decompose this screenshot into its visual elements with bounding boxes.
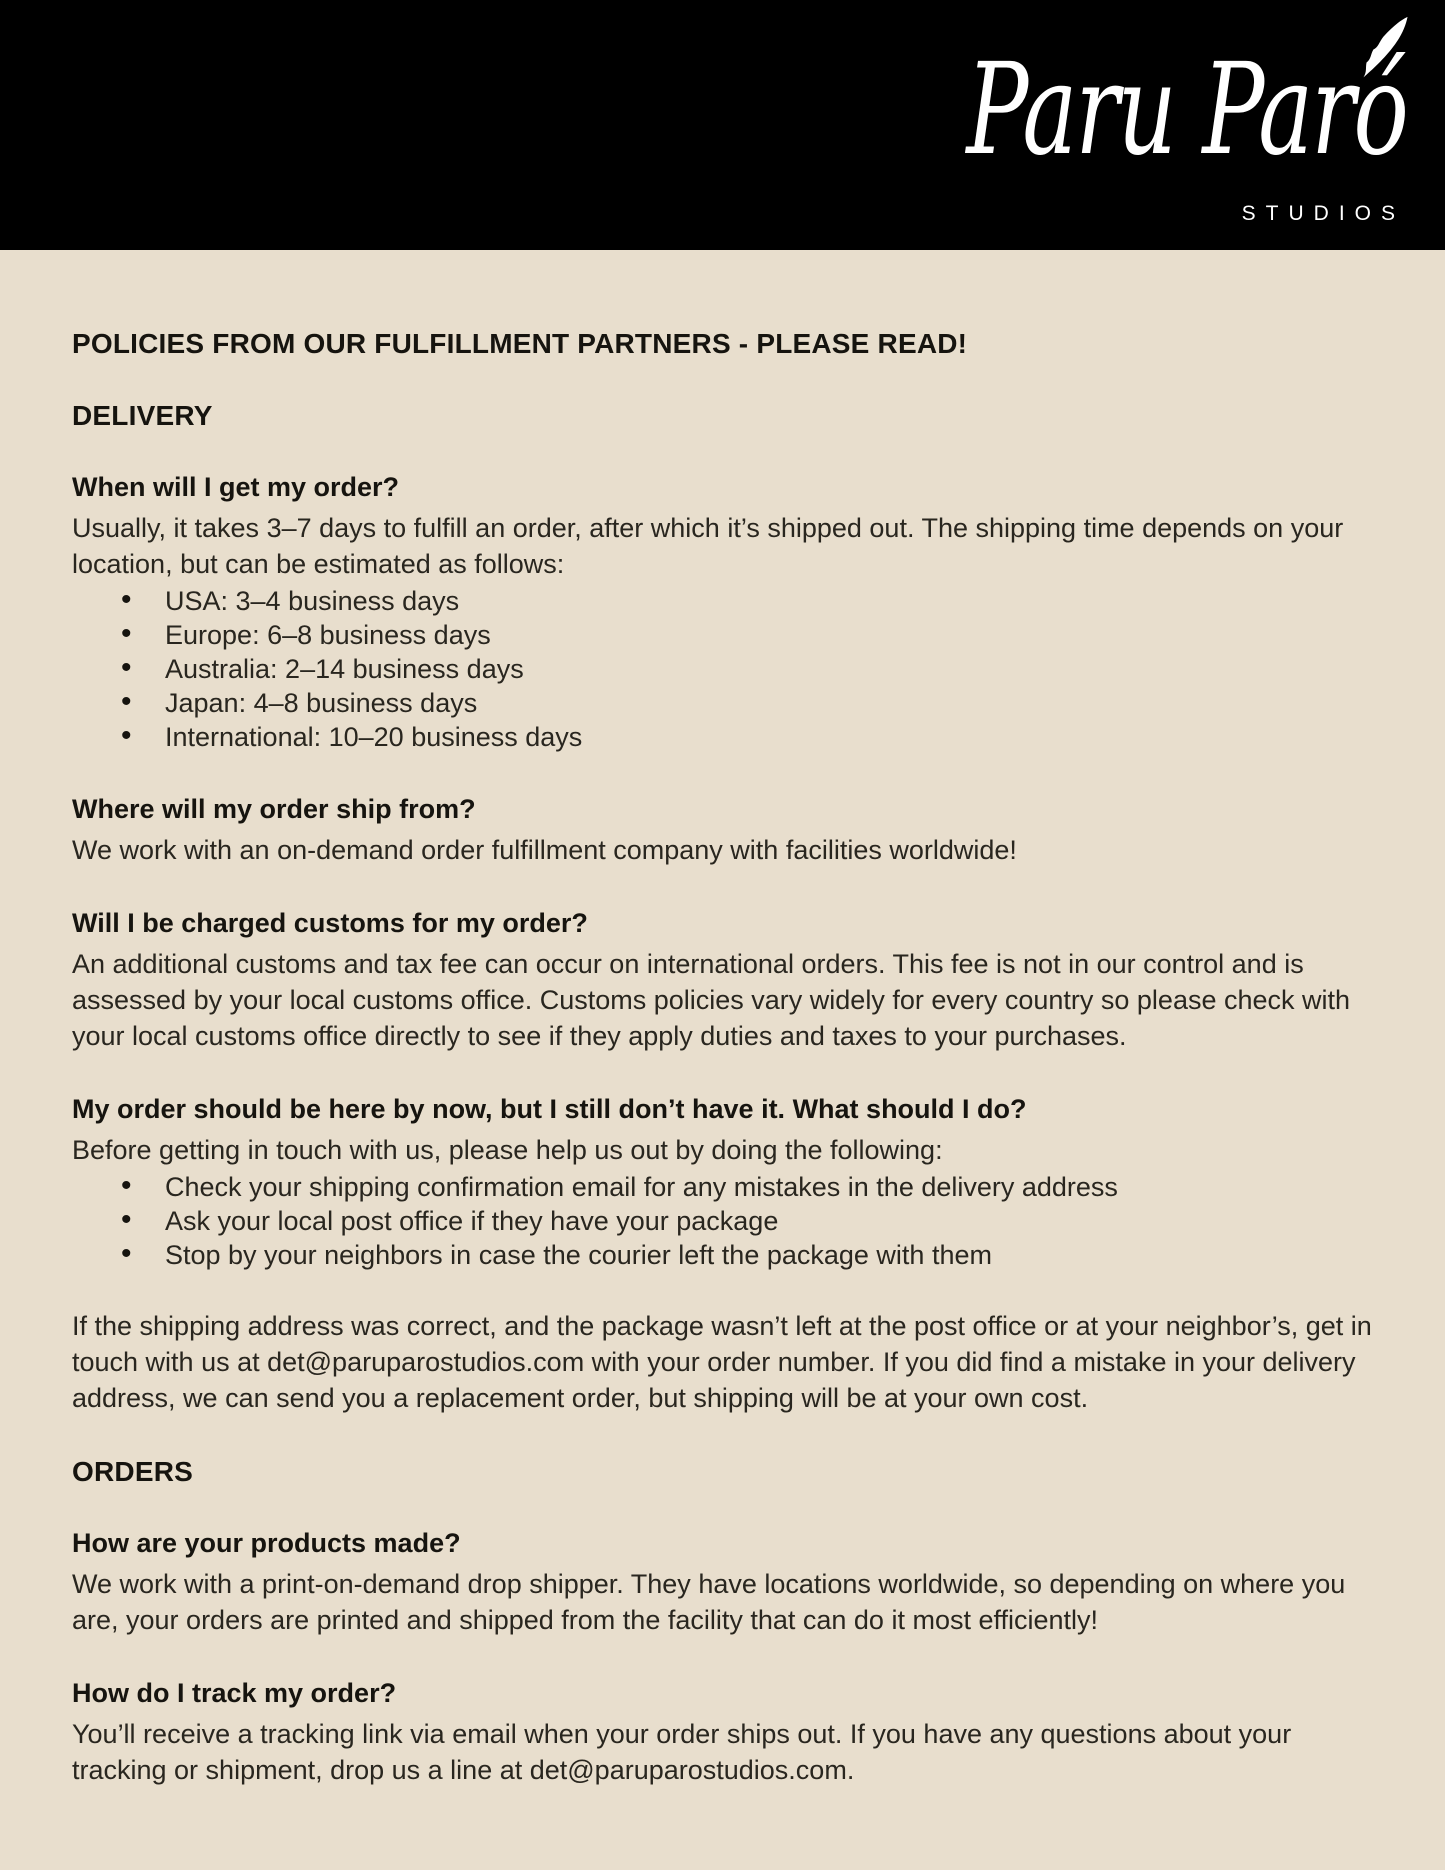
logo-brand-text: Paru Paró bbox=[966, 35, 1407, 184]
faq-answer-text: Before getting in touch with us, please help us out by doing the following: bbox=[72, 1135, 943, 1165]
faq-how-products-made bbox=[72, 1526, 1393, 1638]
faq-order-not-arrived bbox=[72, 1092, 1393, 1416]
document-title: POLICIES FROM OUR FULFILLMENT PARTNERS - PLEASE READ! bbox=[72, 328, 968, 359]
faq-charged-customs bbox=[72, 906, 1393, 1054]
section-heading-orders: ORDERS bbox=[72, 1456, 193, 1487]
faq-question: How are your products made? bbox=[72, 1528, 461, 1558]
faq-answer-text: We work with an on-demand order fulfillment company with facilities worldwide! bbox=[72, 835, 1017, 865]
faq-question: When will I get my order? bbox=[72, 472, 400, 502]
faq-followup-text: If the shipping address was correct, and the package wasn’t left at the post office or at your neighbor’s, get in touch with us at det@paruparostudios.com with your order number. If you did find a mistake in your delivery address, we can send you a replacement order, but shipping will be at your own cost. bbox=[72, 1311, 1372, 1413]
policy-document bbox=[0, 250, 1445, 1788]
list-item: • International: 10–20 business days bbox=[117, 720, 1393, 754]
paru-paro-logo bbox=[937, 18, 1407, 230]
faq-answer-text: An additional customs and tax fee can occur on international orders. This fee is not in our control and is assessed by your local customs office. Customs policies vary widely for every country so please check with your local customs office directly to see if they apply duties and taxes to your purchases. bbox=[72, 949, 1351, 1051]
faq-answer-text: We work with a print-on-demand drop shipper. They have locations worldwide, so depending on where you are, your orders are printed and shipped from the facility that can do it most efficiently! bbox=[72, 1569, 1346, 1635]
list-item: • Stop by your neighbors in case the courier left the package with them bbox=[117, 1238, 1393, 1272]
faq-answer-text: You’ll receive a tracking link via email when your order ships out. If you have any questions about your tracking or shipment, drop us a line at det@paruparostudios.com. bbox=[72, 1719, 1292, 1785]
header-banner bbox=[0, 0, 1445, 250]
faq-when-will-i-get-my-order bbox=[72, 470, 1393, 754]
faq-question: How do I track my order? bbox=[72, 1678, 397, 1708]
faq-question: Where will my order ship from? bbox=[72, 794, 476, 824]
list-item: • Australia: 2–14 business days bbox=[117, 652, 1393, 686]
faq-where-will-order-ship-from bbox=[72, 792, 1393, 868]
list-item: • USA: 3–4 business days bbox=[117, 584, 1393, 618]
list-item: • Check your shipping confirmation email for any mistakes in the delivery address bbox=[117, 1170, 1393, 1204]
list-item: • Japan: 4–8 business days bbox=[117, 686, 1393, 720]
faq-how-track-order bbox=[72, 1676, 1393, 1788]
list-item: • Europe: 6–8 business days bbox=[117, 618, 1393, 652]
troubleshooting-list bbox=[72, 1170, 1393, 1272]
section-heading-delivery: DELIVERY bbox=[72, 400, 213, 431]
faq-question: Will I be charged customs for my order? bbox=[72, 908, 588, 938]
faq-answer-text: Usually, it takes 3–7 days to fulfill an order, after which it’s shipped out. The shipping time depends on your location, but can be estimated as follows: bbox=[72, 513, 1344, 579]
list-item: • Ask your local post office if they have your package bbox=[117, 1204, 1393, 1238]
logo-studios-text: STUDIOS bbox=[1241, 202, 1405, 225]
faq-question: My order should be here by now, but I still don’t have it. What should I do? bbox=[72, 1094, 1027, 1124]
shipping-times-list bbox=[72, 584, 1393, 754]
